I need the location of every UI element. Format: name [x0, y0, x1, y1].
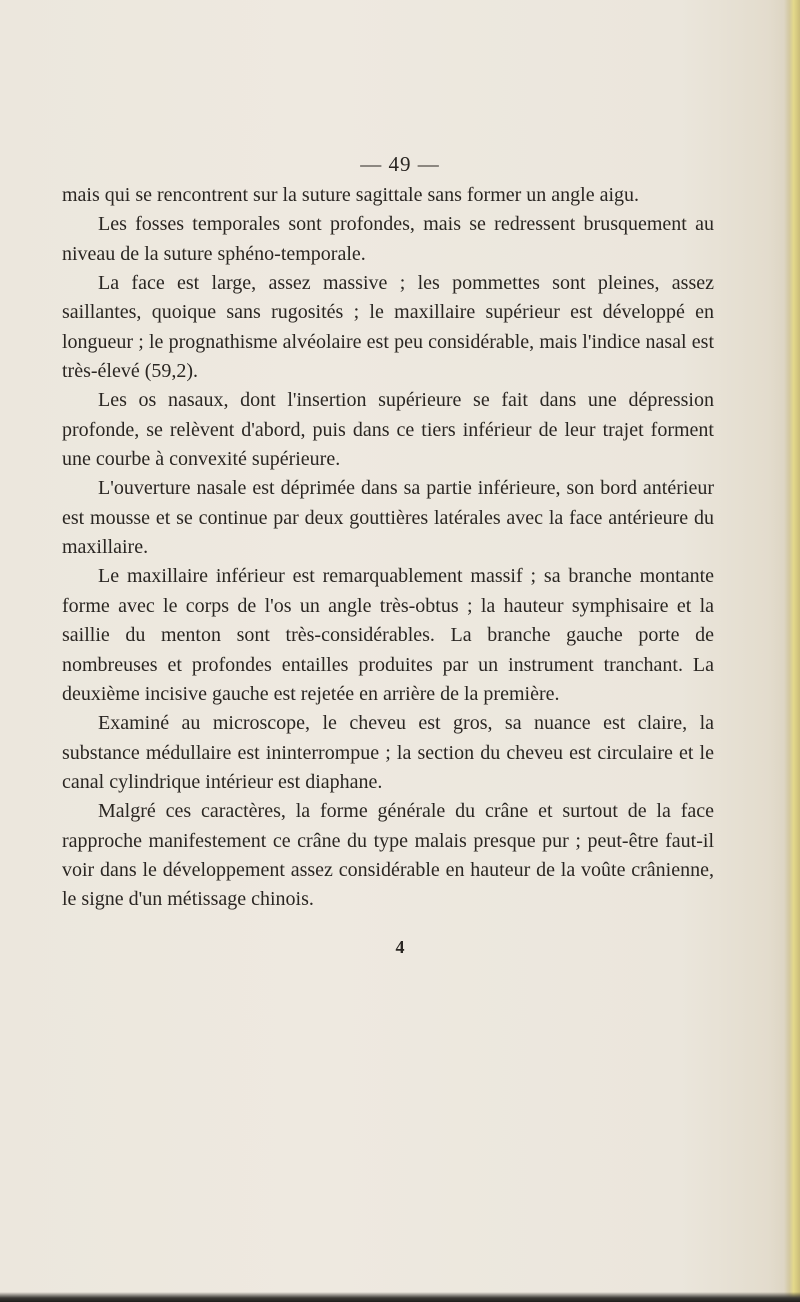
body-text: [62, 181, 714, 915]
paragraph-3: La face est large, assez massive ; les pommettes sont pleines, assez saillantes, quoique sans rugosités ; le maxillaire supérieur est développé en longueur ; le prognathisme alvéolaire est peu considérable, mais l'indice nasal est très-élevé (59,2).: [62, 272, 714, 383]
page-number: — 49 —: [360, 152, 440, 176]
page-edge-shadow: [784, 0, 800, 1302]
paragraph-2: Les fosses temporales sont profondes, mais se redressent brusquement au niveau de la suture sphéno-temporale.: [62, 213, 714, 265]
signature-mark: 4: [395, 937, 405, 957]
page-bottom-shadow: [0, 1292, 800, 1302]
paragraph-6: Le maxillaire inférieur est remarquablement massif ; sa branche montante forme avec le corps de l'os un angle très-obtus ; la hauteur symphisaire et la saillie du menton sont très-considérables. La branche gauche porte de nombreuses et profondes entailles produites par un instrument tranchant. La deuxième incisive gauche est rejetée en arrière de la première.: [62, 565, 714, 705]
paragraph-1: mais qui se rencontrent sur la suture sagittale sans former un angle aigu.: [62, 184, 640, 206]
paragraph-8: Malgré ces caractères, la forme générale du crâne et surtout de la face rapproche manifestement ce crâne du type malais presque pur ; peut-être faut-il voir dans le développement assez considérable en hauteur de la voûte crânienne, le signe d'un métissage chinois.: [62, 800, 714, 911]
paragraph-4: Les os nasaux, dont l'insertion supérieure se fait dans une dépression profonde, se relèvent d'abord, puis dans ce tiers inférieur de leur trajet forment une courbe à convexité supérieure.: [62, 389, 714, 471]
paragraph-5: L'ouverture nasale est déprimée dans sa partie inférieure, son bord antérieur est mousse et se continue par deux gouttières latérales avec la face antérieure du maxillaire.: [62, 477, 714, 559]
paragraph-7: Examiné au microscope, le cheveu est gros, sa nuance est claire, la substance médullaire est ininterrompue ; la section du cheveu est circulaire et le canal cylindrique intérieur est diaphane.: [62, 712, 714, 793]
